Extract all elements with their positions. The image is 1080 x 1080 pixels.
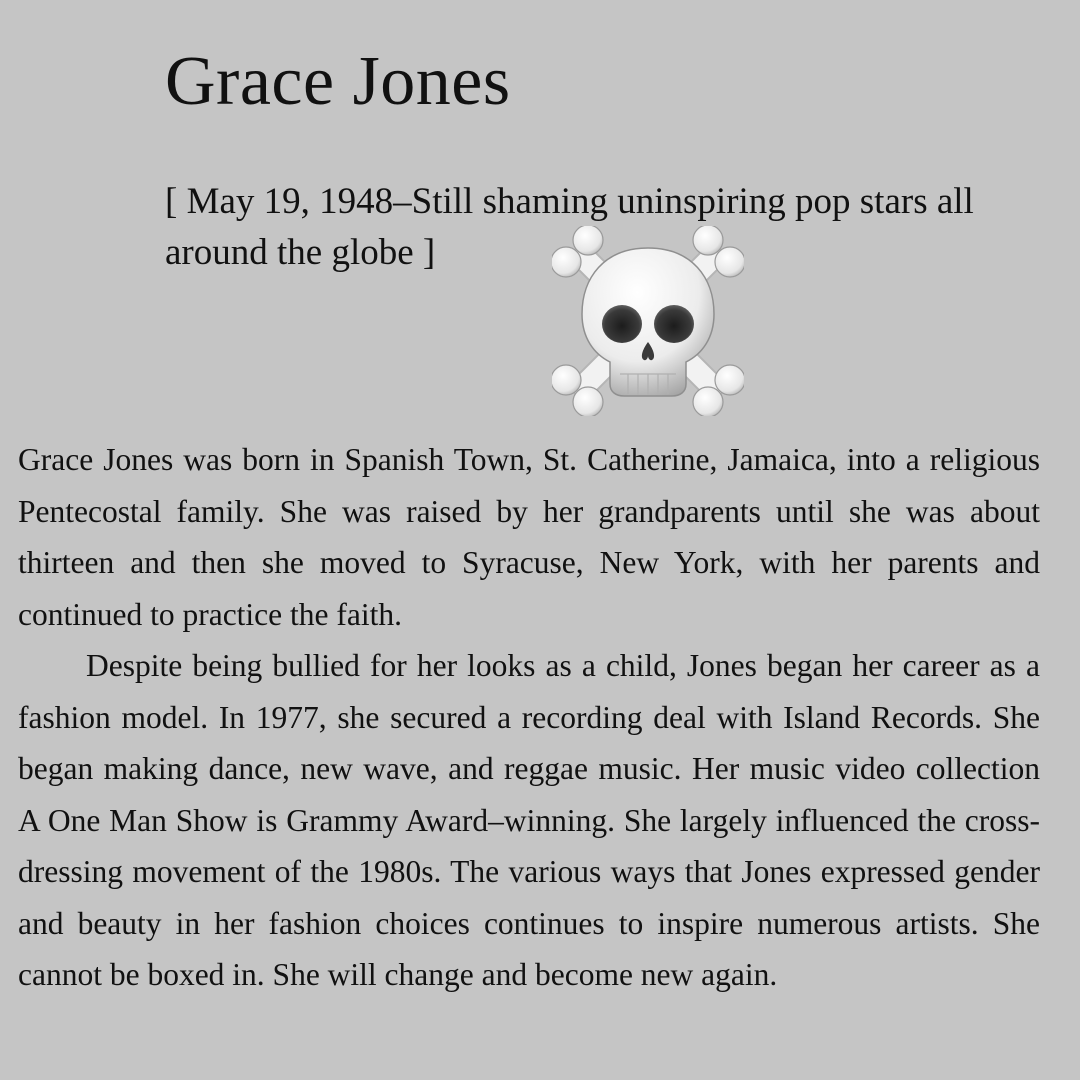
biography-paragraph-2: Despite being bullied for her looks as a child, Jones began her career as a fashion model. In 1977, she secured a recording deal with Island Records. She began making dance, new wave, and reggae music. Her music video collection A One Man Show is Grammy Award–winning. She largely influenced the cross-dressing movement of the 1980s. The various ways that Jones expressed gender and beauty in her fashion choices continues to inspire numerous artists. She cannot be boxed in. She will change and become new again. [18,648,1040,992]
page-title: Grace Jones [165,43,511,120]
biography-paragraph-1: Grace Jones was born in Spanish Town, St. Catherine, Jamaica, into a religious Pentecostal family. She was raised by her grandparents until she was about thirteen and then she moved to Syracuse, New York, with her parents and continued to practice the faith. [18,442,1040,632]
skull-and-crossbones-icon [552,226,744,416]
life-dates: [ May 19, 1948–Still shaming uninspiring pop stars all around the globe ] [165,181,974,273]
biography-text [18,434,1040,1001]
